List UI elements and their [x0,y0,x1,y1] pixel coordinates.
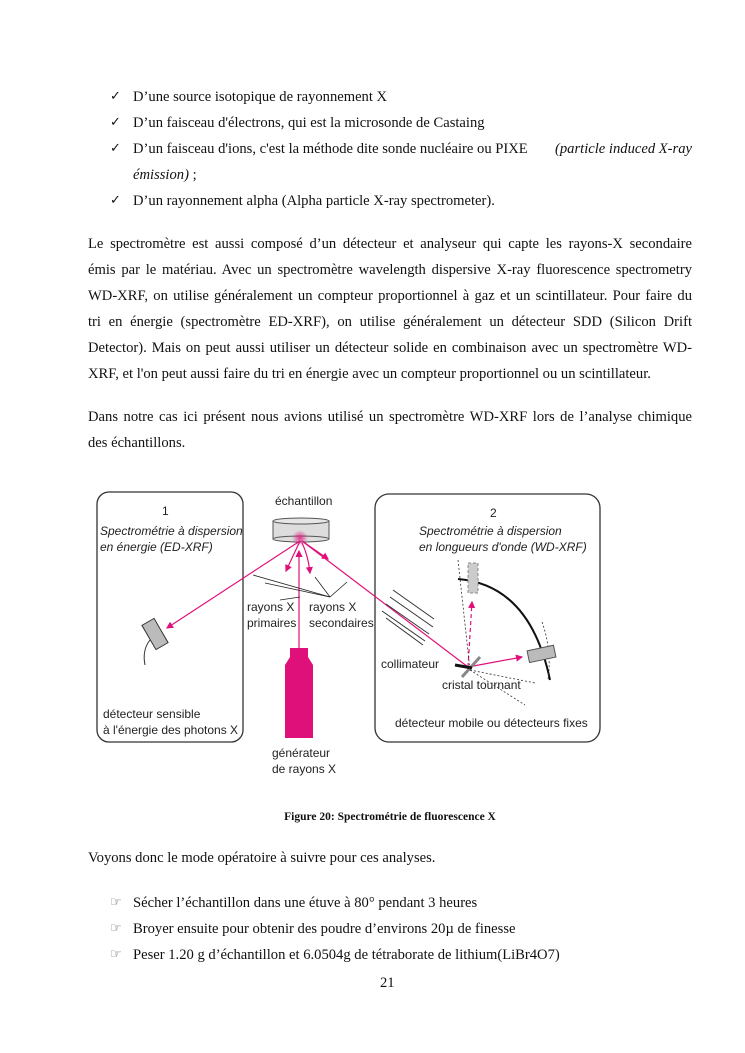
box2-detector-label: détecteur mobile ou détecteurs fixes [395,716,588,730]
collimator-label: collimateur [381,657,440,671]
crystal-label: cristal tournant [442,678,521,692]
secondary-rays-label: secondaires [309,616,374,630]
xrf-diagram [90,485,610,785]
list-item: Sécher l’échantillon dans une étuve à 80° pendant 3 heures [133,895,478,911]
box1-detector-label: à l'énergie des photons X [103,723,239,737]
x-ray-generator-icon [285,648,313,738]
figure-caption: Figure 20: Spectrométrie de fluorescence X [284,811,496,823]
list-item-italic: (particle induced X-ray [555,141,692,157]
list-item: D’un faisceau d'électrons, qui est la microsonde de Castaing [133,115,485,131]
pointing-hand-icon: ☞ [110,947,122,962]
page-number: 21 [380,975,395,991]
ed-detector-icon [142,618,168,665]
wd-detector-fixed-icon [468,563,478,593]
box1-detector-label: détecteur sensible [103,707,201,721]
paragraph-line: Detector). Mais on peut aussi utiliser un détecteur solide en combinaison avec un spectromètre WD- [88,340,692,356]
label-pointers [253,575,347,600]
box1-title: en énergie (ED-XRF) [100,540,213,554]
box1-number: 1 [162,504,169,518]
list-item-text: D’un faisceau d'ions, c'est la méthode dite sonde nucléaire ou PIXE [133,141,532,157]
collimator-icon [382,590,434,645]
paragraph-line: WD-XRF, on utilise généralement un compteur proportionnel à gaz et un scintillateur. Pour faire du [88,288,692,304]
list-item-text: ; [188,167,197,183]
list-item: Broyer ensuite pour obtenir des poudre d’environs 20µ de finesse [133,921,516,937]
box2-number: 2 [490,506,497,520]
wd-detector-mobile-icon [527,645,556,662]
box2-title: Spectrométrie à dispersion [419,524,562,538]
sample-icon [273,518,329,546]
primary-rays-label: primaires [247,616,297,630]
paragraph-line: Le spectromètre est aussi composé d’un détecteur et analyseur qui capte les rayons-X secondaire [88,236,692,252]
check-icon: ✓ [110,141,121,156]
intro-text: Voyons donc le mode opératoire à suivre pour ces analyses. [88,850,436,866]
paragraph-line: tri en énergie (spectromètre ED-XRF), on utilise généralement un détecteur SDD (Silicon Drift [88,314,692,330]
generator-label: générateur [272,746,331,760]
primary-rays-label: rayons X [247,600,295,614]
list-item-italic: émission) [133,167,189,183]
box1-title: Spectrométrie à dispersion [100,524,243,538]
paragraph-line: émis par le matériau. Avec un spectromètre wavelength dispersive X-ray fluorescence spectrometry [88,262,692,278]
pointing-hand-icon: ☞ [110,895,122,910]
generator-label: de rayons X [272,762,337,776]
check-icon: ✓ [110,89,121,104]
list-item: Peser 1.20 g d’échantillon et 6.0504g de tétraborate de lithium(LiBr4O7) [133,947,560,963]
box2-title: en longueurs d'onde (WD-XRF) [419,540,587,554]
paragraph-line: XRF, et l'on peut aussi faire du tri en énergie avec un compteur proportionnel ou un scintillateur. [88,366,651,382]
paragraph-line: Dans notre cas ici présent nous avions utilisé un spectromètre WD-XRF lors de l’analyse chimique [88,409,692,425]
list-item [133,140,692,158]
list-item-continuation [133,166,197,184]
list-item: D’un rayonnement alpha (Alpha particle X-ray spectrometer). [133,193,495,209]
list-item: D’une source isotopique de rayonnement X [133,89,388,105]
sample-label: échantillon [275,494,333,508]
secondary-rays-label: rayons X [309,600,357,614]
pointing-hand-icon: ☞ [110,921,122,936]
check-icon: ✓ [110,193,121,208]
paragraph-line: des échantillons. [88,435,186,451]
check-icon: ✓ [110,115,121,130]
